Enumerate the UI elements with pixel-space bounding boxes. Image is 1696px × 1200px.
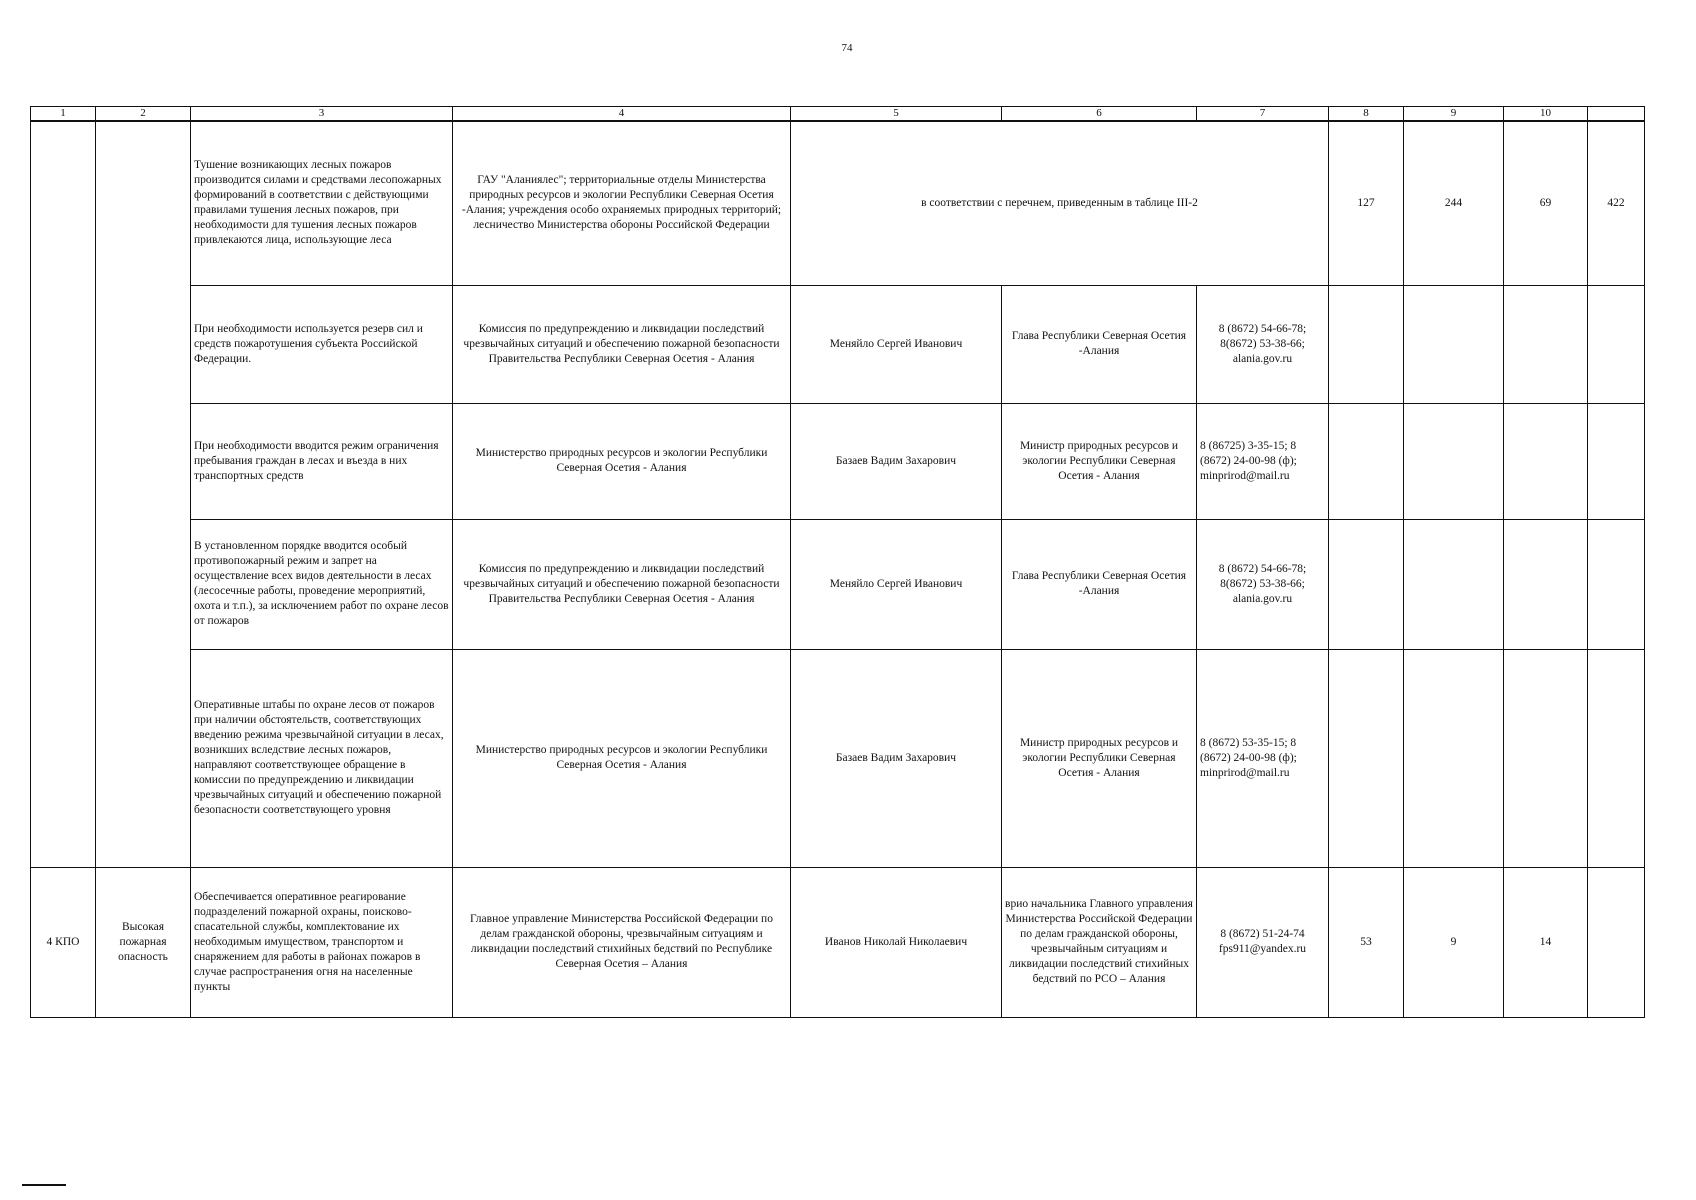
cell-person: Базаев Вадим Захарович — [791, 649, 1002, 867]
cell-responsible-org: ГАУ "Аланиялес"; территориальные отделы Министерства природных ресурсов и экологии Республики Северная Осетия -Алания; учреждения особо охраняемых природных территорий; лесничество Министерства обороны Российской Федерации — [453, 121, 791, 285]
table-row — [31, 649, 1645, 867]
column-header: 3 — [191, 107, 453, 122]
cell-person: Иванов Николай Николаевич — [791, 867, 1002, 1017]
cell-measure: Обеспечивается оперативное реагирование подразделений пожарной охраны, поисково-спасательной службы, комплектование их необходимым имуществом, транспортом и снаряжением для работы в районах пожаров в случае распространения огня на населенные пункты — [191, 867, 453, 1017]
cell-responsible-org: Министерство природных ресурсов и экологии Республики Северная Осетия - Алания — [453, 649, 791, 867]
cell-measure: При необходимости используется резерв сил и средств пожаротушения субъекта Российской Федерации. — [191, 285, 453, 403]
cell-danger-class: 4 КПО — [31, 867, 96, 1017]
cell-col8: 127 — [1329, 121, 1404, 285]
header-row — [31, 107, 1645, 122]
cell-measure: Оперативные штабы по охране лесов от пожаров при наличии обстоятельств, соответствующих введению режима чрезвычайной ситуации в лесах, возникших вследствие лесных пожаров, направляют соответствующее обращение в комиссии по предупреждению и ликвидации чрезвычайных ситуаций и обеспечению пожарной безопасности соответствующего уровня — [191, 649, 453, 867]
cell-col11 — [1588, 285, 1645, 403]
cell-position: Министр природных ресурсов и экологии Республики Северная Осетия - Алания — [1002, 649, 1197, 867]
footer-rule — [22, 1184, 66, 1186]
cell-position: Министр природных ресурсов и экологии Республики Северная Осетия - Алания — [1002, 403, 1197, 519]
cell-position: Глава Республики Северная Осетия -Алания — [1002, 285, 1197, 403]
cell-position: врио начальника Главного управления Министерства Российской Федерации по делам гражданской обороны, чрезвычайным ситуациям и ликвидации последствий стихийных бедствий по РСО – Алания — [1002, 867, 1197, 1017]
cell-person: Меняйло Сергей Иванович — [791, 519, 1002, 649]
cell-col9 — [1404, 519, 1504, 649]
cell-col10 — [1504, 285, 1588, 403]
column-header: 1 — [31, 107, 96, 122]
cell-col11: 422 — [1588, 121, 1645, 285]
column-header: 2 — [96, 107, 191, 122]
cell-col8: 53 — [1329, 867, 1404, 1017]
cell-col10 — [1504, 519, 1588, 649]
main-table — [30, 106, 1645, 1018]
cell-measure: При необходимости вводится режим ограничения пребывания граждан в лесах и въезда в них транспортных средств — [191, 403, 453, 519]
table-row — [31, 519, 1645, 649]
cell-measure: В установленном порядке вводится особый противопожарный режим и запрет на осуществление всех видов деятельности в лесах (лесосечные работы, проведение мероприятий, охота и т.п.), за исключением работ по охране лесов от пожаров — [191, 519, 453, 649]
cell-contacts: 8 (8672) 51-24-74 fps911@yandex.ru — [1197, 867, 1329, 1017]
cell-col8 — [1329, 403, 1404, 519]
cell-contacts: 8 (86725) 3-35-15; 8 (8672) 24-00-98 (ф); minprirod@mail.ru — [1197, 403, 1329, 519]
column-header: 7 — [1197, 107, 1329, 122]
cell-col2 — [96, 121, 191, 867]
column-header: 9 — [1404, 107, 1504, 122]
cell-col9 — [1404, 285, 1504, 403]
cell-danger-level: Высокая пожарная опасность — [96, 867, 191, 1017]
cell-merged-contacts: в соответствии с перечнем, приведенным в таблице III-2 — [791, 121, 1329, 285]
column-header: 5 — [791, 107, 1002, 122]
cell-position: Глава Республики Северная Осетия -Алания — [1002, 519, 1197, 649]
cell-col10: 69 — [1504, 121, 1588, 285]
cell-col9 — [1404, 403, 1504, 519]
cell-col10 — [1504, 403, 1588, 519]
page-number: 74 — [841, 42, 853, 54]
cell-col10 — [1504, 649, 1588, 867]
cell-col8 — [1329, 519, 1404, 649]
cell-col9 — [1404, 649, 1504, 867]
cell-col9: 9 — [1404, 867, 1504, 1017]
cell-col11 — [1588, 649, 1645, 867]
column-header: 6 — [1002, 107, 1197, 122]
table-row — [31, 867, 1645, 1017]
cell-responsible-org: Главное управление Министерства Российской Федерации по делам гражданской обороны, чрезвычайным ситуациям и ликвидации последствий стихийных бедствий по Республике Северная Осетия – Алания — [453, 867, 791, 1017]
cell-col9: 244 — [1404, 121, 1504, 285]
cell-contacts: 8 (8672) 54-66-78; 8(8672) 53-38-66; alania.gov.ru — [1197, 519, 1329, 649]
table-row — [31, 121, 1645, 285]
cell-person: Меняйло Сергей Иванович — [791, 285, 1002, 403]
column-header: 8 — [1329, 107, 1404, 122]
cell-contacts: 8 (8672) 53-35-15; 8 (8672) 24-00-98 (ф); minprirod@mail.ru — [1197, 649, 1329, 867]
cell-col11 — [1588, 867, 1645, 1017]
table-row — [31, 285, 1645, 403]
cell-col11 — [1588, 519, 1645, 649]
cell-measure: Тушение возникающих лесных пожаров производится силами и средствами лесопожарных формирований в соответствии с действующими правилами тушения лесных пожаров, при необходимости для тушения лесных пожаров привлекаются лица, использующие леса — [191, 121, 453, 285]
table-row — [31, 403, 1645, 519]
cell-responsible-org: Комиссия по предупреждению и ликвидации последствий чрезвычайных ситуаций и обеспечению пожарной безопасности Правительства Республики Северная Осетия - Алания — [453, 519, 791, 649]
cell-person: Базаев Вадим Захарович — [791, 403, 1002, 519]
column-header — [1588, 107, 1645, 122]
cell-contacts: 8 (8672) 54-66-78; 8(8672) 53-38-66; alania.gov.ru — [1197, 285, 1329, 403]
cell-responsible-org: Министерство природных ресурсов и экологии Республики Северная Осетия - Алания — [453, 403, 791, 519]
cell-col1 — [31, 121, 96, 867]
cell-col8 — [1329, 649, 1404, 867]
cell-col8 — [1329, 285, 1404, 403]
column-header: 10 — [1504, 107, 1588, 122]
column-header: 4 — [453, 107, 791, 122]
cell-responsible-org: Комиссия по предупреждению и ликвидации последствий чрезвычайных ситуаций и обеспечению пожарной безопасности Правительства Республики Северная Осетия - Алания — [453, 285, 791, 403]
cell-col10: 14 — [1504, 867, 1588, 1017]
cell-col11 — [1588, 403, 1645, 519]
